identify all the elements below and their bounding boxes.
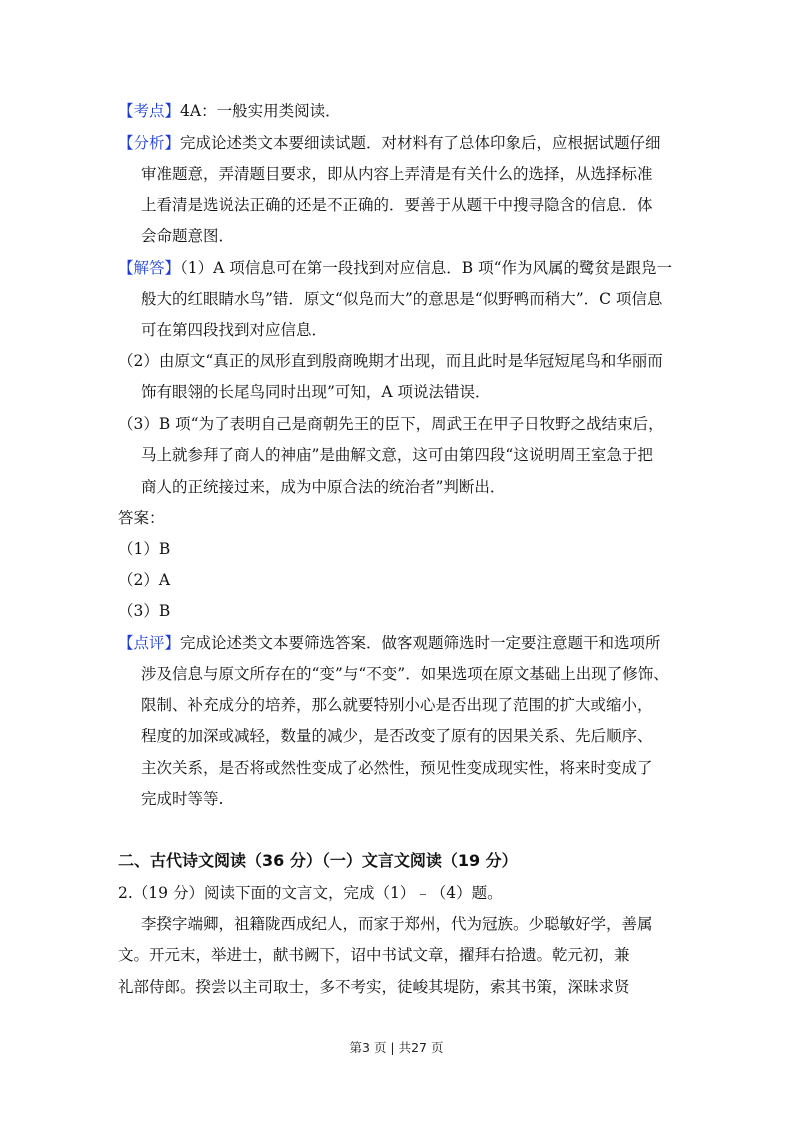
fenxi-line-3: 上看清是选说法正确的还是不正确的．要善于从题干中搜寻隐含的信息．体 [141, 196, 653, 214]
section-title: 二、古代诗文阅读（36 分）（一）文言文阅读（19 分） [118, 851, 518, 870]
fenxi-line-4: 会命题意图． [141, 227, 235, 245]
fenxi-line-2: 审准题意，弄清题目要求，即从内容上弄清是有关什么的选择，从选择标准 [141, 165, 653, 183]
fenxi-tag: 【分析】 [118, 134, 181, 152]
question-2: 2.（19 分）阅读下面的文言文，完成（1）﹣（4）题。 [118, 884, 503, 902]
dianping-line-4: 程度的加深或减轻，数量的减少，是否改变了原有的因果关系、先后顺序、 [141, 727, 653, 745]
jieda-p3-line-1: （3）B 项“为了表明自己是商朝先王的臣下，周武王在甲子日牧野之战结束后， [118, 415, 664, 433]
dianping-line-6: 完成时等等. [141, 790, 224, 808]
dianping-text-1: 完成论述类文本要筛选答案．做客观题筛选时一定要注意题干和选项所 [180, 634, 661, 652]
kaodian-text: 4A：一般实用类阅读． [180, 102, 341, 120]
fenxi-text-1: 完成论述类文本要细读试题．对材料有了总体印象后，应根据试题仔细 [180, 134, 661, 152]
kaodian-tag: 【考点】 [118, 102, 181, 120]
page-footer: 第3 页 | 共27 页 [349, 1040, 444, 1055]
jieda-tag: 【解答】 [118, 259, 181, 277]
jieda-line-1 [118, 257, 793, 279]
passage-line-1: 李揆字端卿，祖籍陇西成纪人，而家于郑州，代为冠族。少聪敏好学，善属 [141, 915, 653, 933]
jieda-p2-line-1: （2）由原文“真正的凤形直到殷商晚期才出现，而且此时是华冠短尾鸟和华丽而 [118, 352, 663, 370]
jieda-p2-line-2: 饰有眼翎的长尾鸟同时出现”可知，A 项说法错误． [141, 383, 491, 401]
dianping-tag: 【点评】 [118, 634, 181, 652]
dianping-line-1 [118, 632, 793, 654]
fenxi-line-1 [118, 132, 793, 154]
kaodian-line [118, 100, 793, 122]
dianping-line-2: 涉及信息与原文所存在的“变”与“不变”．如果选项在原文基础上出现了修饰、 [141, 665, 669, 683]
jieda-line-2: 般大的红眼睛水鸟”错．原文“似凫而大”的意思是“似野鸭而稍大”．C 项信息 [141, 290, 663, 308]
answer-item-2: （2）A [118, 571, 171, 589]
jieda-p3-line-2: 马上就参拜了商人的神庙”是曲解文意，这可由第四段“这说明周王室急于把 [141, 446, 653, 464]
dianping-line-5: 主次关系，是否将或然性变成了必然性，预见性变成现实性，将来时变成了 [141, 759, 653, 777]
passage-line-3: 礼部侍郎。揆尝以主司取士，多不考实，徒峻其堤防，索其书策，深昧求贤 [118, 978, 630, 996]
answers-label: 答案： [118, 509, 165, 527]
passage-line-2: 文。开元末，举进士，献书阙下，诏中书试文章，擢拜右拾遗。乾元初，兼 [118, 946, 630, 964]
answer-item-1: （1）B [118, 540, 171, 558]
dianping-line-3: 限制、补充成分的培养，那么就要特别小心是否出现了范围的扩大或缩小， [141, 696, 653, 714]
jieda-line-3: 可在第四段找到对应信息． [141, 321, 328, 339]
jieda-p3-line-3: 商人的正统接过来，成为中原合法的统治者”判断出． [141, 478, 506, 496]
answer-item-3: （3）B [118, 602, 171, 620]
jieda-text-1: （1）A 项信息可在第一段找到对应信息．B 项“作为风属的鹭贫是跟凫一 [180, 259, 672, 277]
